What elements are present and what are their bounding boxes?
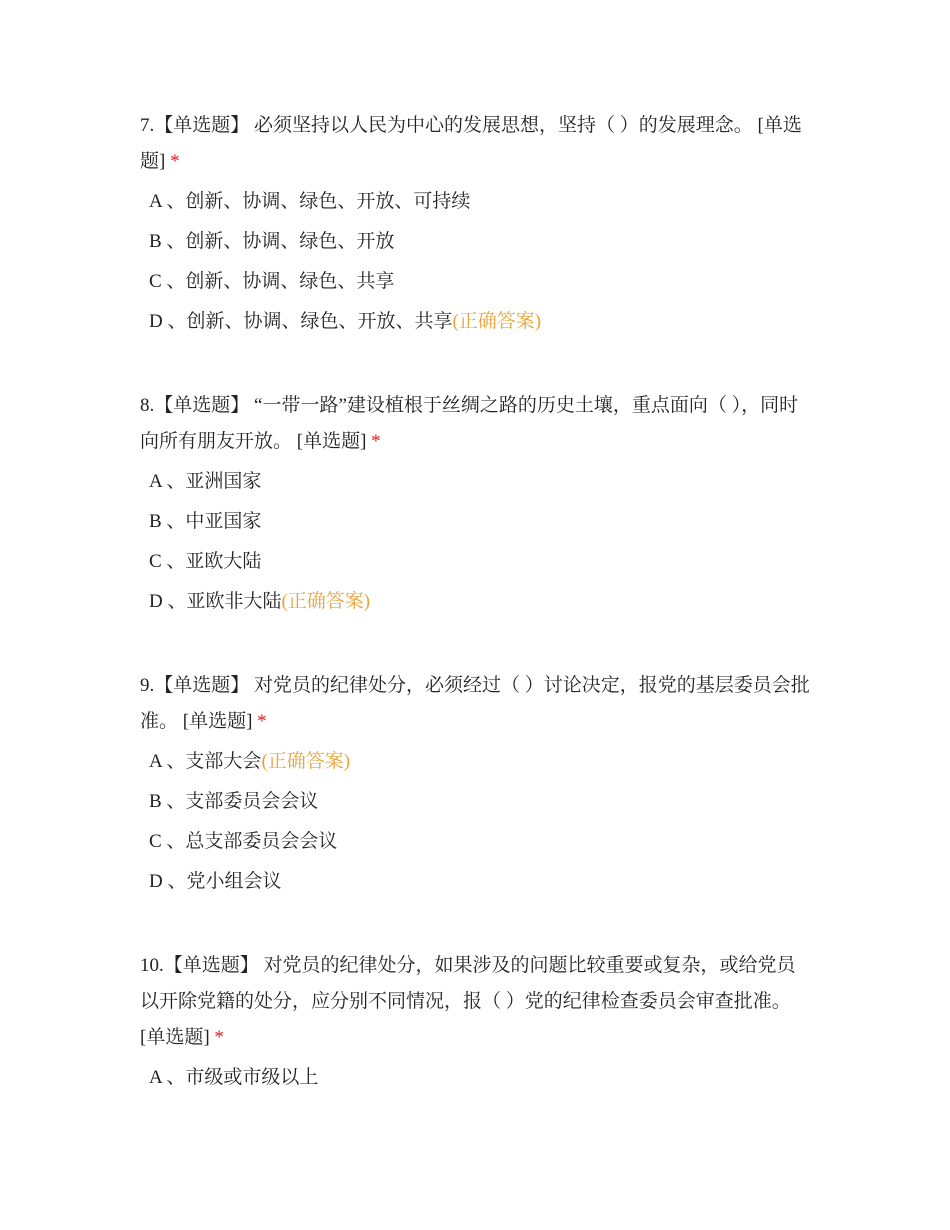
option-b <box>149 510 812 534</box>
option-list <box>140 190 812 334</box>
required-mark: * <box>214 1027 224 1048</box>
correct-answer-tag: (正确答案) <box>281 591 371 612</box>
question-text: 对党员的纪律处分，如果涉及的问题比较重要或复杂，或给党员以开除党籍的处分，应分别不同情况，报（ ）党的纪律检查委员会审查批准。 <box>140 955 796 1012</box>
option-label: C 、总支部委员会会议 <box>149 831 338 852</box>
option-list <box>140 470 812 614</box>
question-8 <box>140 388 812 630</box>
correct-answer-tag: (正确答案) <box>261 751 351 772</box>
option-b <box>149 230 812 254</box>
option-label: B 、支部委员会会议 <box>149 791 319 812</box>
option-label: B 、中亚国家 <box>149 511 262 532</box>
question-7 <box>140 108 812 350</box>
option-d <box>149 310 812 334</box>
question-number: 9. <box>140 675 155 696</box>
option-label: A 、创新、协调、绿色、开放、可持续 <box>149 191 471 212</box>
option-label: C 、创新、协调、绿色、共享 <box>149 271 395 292</box>
option-c <box>149 270 812 294</box>
question-suffix: [单选题] <box>140 1027 210 1048</box>
question-9 <box>140 668 812 910</box>
option-c <box>149 830 812 854</box>
option-d <box>149 590 812 614</box>
question-type-tag: 【单选题】 <box>154 115 250 136</box>
option-c <box>149 550 812 574</box>
option-a <box>149 470 812 494</box>
option-b <box>149 790 812 814</box>
required-mark: * <box>170 151 180 172</box>
correct-answer-tag: (正确答案) <box>452 311 542 332</box>
option-list <box>140 1066 812 1090</box>
question-10 <box>140 948 812 1106</box>
required-mark: * <box>257 711 267 732</box>
option-label: B 、创新、协调、绿色、开放 <box>149 231 395 252</box>
question-type-tag: 【单选题】 <box>154 395 250 416</box>
option-label: D 、创新、协调、绿色、开放、共享 <box>149 311 453 332</box>
option-label: A 、市级或市级以上 <box>149 1067 319 1088</box>
question-text: “一带一路”建设植根于丝绸之路的历史土壤，重点面向（ ），同时向所有朋友开放。 <box>140 395 799 452</box>
question-title <box>140 948 812 1056</box>
option-label: D 、党小组会议 <box>149 871 282 892</box>
option-a <box>149 750 812 774</box>
question-title <box>140 668 812 740</box>
option-a <box>149 1066 812 1090</box>
option-d <box>149 870 812 894</box>
required-mark: * <box>371 431 381 452</box>
question-text: 必须坚持以人民为中心的发展思想，坚持（ ）的发展理念。 <box>254 115 753 136</box>
option-label: A 、亚洲国家 <box>149 471 262 492</box>
question-type-tag: 【单选题】 <box>163 955 259 976</box>
question-type-tag: 【单选题】 <box>154 675 250 696</box>
question-suffix: [单选题] <box>296 431 367 452</box>
question-number: 10. <box>140 955 164 976</box>
question-title <box>140 108 812 180</box>
question-text: 对党员的纪律处分，必须经过（ ）讨论决定，报党的基层委员会批准。 <box>140 675 810 732</box>
question-title <box>140 388 812 460</box>
question-suffix: [单选题] <box>140 115 802 172</box>
option-label: C 、亚欧大陆 <box>149 551 262 572</box>
option-label: A 、支部大会 <box>149 751 262 772</box>
option-list <box>140 750 812 894</box>
question-number: 7. <box>140 115 155 136</box>
question-suffix: [单选题] <box>182 711 253 732</box>
option-a <box>149 190 812 214</box>
option-label: D 、亚欧非大陆 <box>149 591 282 612</box>
question-number: 8. <box>140 395 155 416</box>
